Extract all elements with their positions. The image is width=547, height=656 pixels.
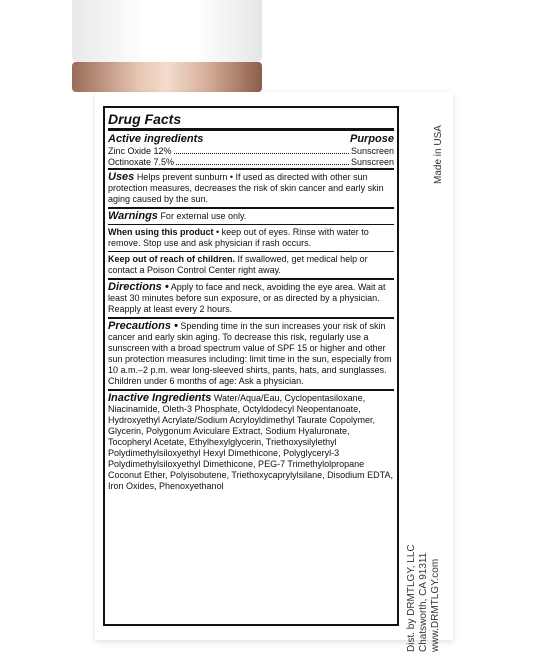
directions-text: Apply to face and neck, avoiding the eye area. Wait at least 30 minutes before sun exposure, or as directed by a physician. Reapply at least every 2 hours. [108,282,386,314]
inactive-heading: Inactive Ingredients [108,392,212,404]
uses-heading: Uses [108,171,135,183]
purpose-heading: Purpose [349,133,394,145]
warnings-text: For external use only. [160,211,247,221]
warnings-heading: Warnings [108,210,158,222]
rose-gold-ring [72,62,262,92]
leader-dots [176,164,349,165]
active-purpose: Sunscreen [350,157,394,167]
when-using-section [108,224,394,251]
dist-line-3: www.DRMTLGY.com [430,558,441,652]
dist-line-2: Chatsworth, CA 91311 [418,552,429,652]
active-ingredients-heading: Active ingredients [108,133,204,145]
directions-heading: Directions • [108,281,169,293]
active-purpose: Sunscreen [350,146,394,156]
precautions-section [108,317,394,389]
keep-out-section [108,251,394,278]
active-row-zinc [108,146,394,157]
active-header-row [108,133,394,146]
inactive-text: Water/Aqua/Eau, Cyclopentasiloxane, Niacinamide, Oleth-3 Phosphate, Octyldodecyl Neopentanoate, Hydroxyethyl Acrylate/Sodium Acryloyldimethyl Taurate Copolymer, Glycerin, Polygonum Aviculare Extract, Sodium Hyaluronate, Tocopheryl Acetate, Ethylhexylglycerin, Triethoxysilylethyl Polydimethylsiloxyethyl Hexyl Dimethicone, Polyglyceryl-3 Polydimethylsiloxyethyl Dimethicone, PEG-7 Trimethylolpropane Coconut Ether, Polyisobutene, Triethoxycaprylylsilane, Disodium EDTA, Iron Oxides, Phenoxyethanol [108,393,393,491]
active-name: Zinc Oxide 12% [108,146,172,156]
keep-out-text: If swallowed, get medical help or contact a Poison Control Center right away. [108,254,368,275]
dist-line-1: Dist. by DRMTLGY, LLC [406,544,417,652]
distributor-block [406,502,442,652]
active-row-octinoxate [108,157,394,168]
drug-facts-title: Drug Facts [108,111,394,131]
drug-facts-panel [103,106,399,626]
directions-section [108,278,394,317]
inactive-section [108,389,394,494]
active-name: Octinoxate 7.5% [108,157,175,167]
uses-section [108,168,394,207]
keep-out-heading: Keep out of reach of children. [108,254,236,264]
precautions-text: Spending time in the sun increases your risk of skin cancer and early skin aging. To decrease this risk, regularly use a sunscreen with a broad spectrum value of SPF 15 or higher and other sun protection measures including: limit time in the sun, especially from 10 a.m.–2 p.m. wear long-sleeved shirts, pants, hats, and sunglasses. Children under 6 months of age: Ask a physician. [108,321,392,386]
leader-dots [174,153,349,154]
when-using-heading: When using this product [108,227,214,237]
made-in-text: Made in USA [433,125,444,184]
when-using-text: • keep out of eyes. Rinse with water to remove. Stop use and ask physician if rash occurs. [108,227,369,248]
uses-text: Helps prevent sunburn • If used as directed with other sun protection measures, decreases the risk of skin cancer and early skin aging caused by the sun. [108,172,384,204]
warnings-section [108,207,394,224]
precautions-heading: Precautions • [108,320,178,332]
bottle-cap [72,0,262,62]
